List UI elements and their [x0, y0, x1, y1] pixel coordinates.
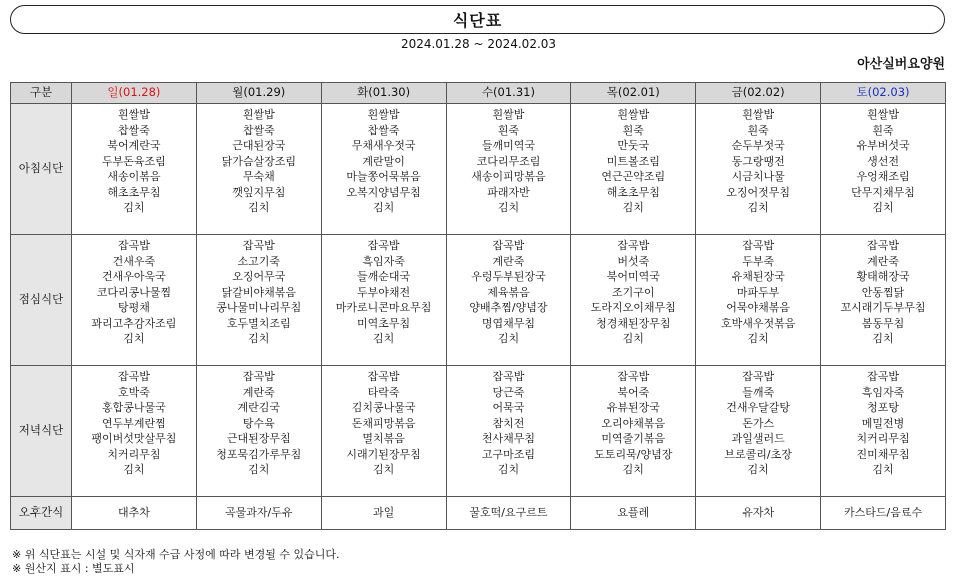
header-day-sunday: 일(01.28) — [72, 83, 197, 104]
menu-cell — [72, 366, 197, 497]
menu-item: 흰쌀밥 — [367, 108, 400, 121]
menu-item: 해초초무침 — [606, 185, 660, 199]
menu-item: 흰쌀밥 — [117, 108, 150, 121]
menu-item: 김치 — [123, 463, 145, 476]
header-day-saturday: 토(02.03) — [821, 83, 946, 104]
menu-item: 건새우달갈탕 — [726, 401, 791, 414]
menu-item: 참치전 — [492, 416, 525, 430]
menu-item: 잡곡밥 — [242, 239, 275, 252]
menu-item: 당근죽 — [492, 385, 525, 399]
menu-item: 순두부젓국 — [731, 139, 785, 152]
menu-item: 깻잎지무침 — [232, 185, 286, 199]
menu-item: 잡곡밥 — [367, 239, 400, 252]
menu-item: 김치 — [872, 201, 894, 214]
menu-item: 김치 — [248, 201, 270, 214]
notes — [12, 548, 339, 576]
menu-item: 호박새우젓볶음 — [720, 316, 796, 330]
note-line: ※ 위 식단표는 시설 및 식자재 수급 사정에 따라 변경될 수 있습니다. — [12, 548, 340, 561]
menu-item: 유부버섯국 — [856, 139, 910, 152]
menu-item: 김치 — [622, 463, 644, 476]
menu-item: 버섯죽 — [617, 254, 650, 268]
menu-item: 유뷰된장국 — [606, 401, 660, 414]
menu-item: 무채새우젓국 — [351, 139, 416, 152]
menu-item: 동그랑땡전 — [731, 154, 785, 168]
menu-item: 김치 — [248, 332, 270, 345]
menu-item: 도라지오이채무침 — [590, 301, 676, 314]
menu-item: 멸치볶음 — [362, 432, 405, 445]
menu-item: 잡곡밥 — [492, 239, 525, 252]
menu-item: 오리야채볶음 — [601, 416, 666, 430]
menu-item: 어묵국 — [492, 401, 525, 414]
menu-item: 코다리무조림 — [476, 154, 541, 168]
menu-cell — [321, 235, 446, 366]
menu-item: 잡곡밥 — [617, 239, 650, 252]
menu-cell — [446, 104, 571, 235]
menu-item: 홍합콩나물국 — [102, 401, 166, 414]
menu-item: 청포묵김가루무침 — [216, 447, 302, 461]
facility-name: 아산실버요양원 — [857, 57, 945, 72]
menu-item: 연근곤약조림 — [601, 170, 666, 183]
menu-item: 근대된장무침 — [226, 432, 291, 445]
row-label-breakfast: 아침식단 — [11, 104, 72, 235]
menu-item: 계란말이 — [362, 154, 405, 168]
menu-item: 단무지채무침 — [851, 185, 915, 199]
menu-cell — [196, 366, 321, 497]
menu-item: 어묵야채볶음 — [726, 301, 791, 314]
menu-item: 김치 — [123, 332, 145, 345]
menu-item: 흰쌀밥 — [492, 108, 525, 121]
snack-cell: 카스타드/음료수 — [821, 497, 946, 530]
meal-row-lunch — [11, 235, 946, 366]
menu-cell — [321, 104, 446, 235]
snack-cell: 대추차 — [72, 497, 197, 530]
menu-item: 새송이피망볶음 — [471, 170, 546, 183]
snack-row — [11, 497, 946, 530]
menu-item: 꼬시래기두부무침 — [840, 301, 926, 314]
menu-item: 만둣국 — [617, 139, 650, 152]
menu-item: 김치콩나물국 — [351, 401, 416, 414]
snack-cell: 꿀호떡/요구르트 — [446, 497, 571, 530]
menu-item: 소고기죽 — [237, 254, 281, 268]
menu-item: 건새우죽 — [112, 254, 156, 268]
menu-cell — [446, 366, 571, 497]
menu-item: 찹쌀죽 — [117, 123, 150, 137]
menu-item: 탕평채 — [117, 301, 150, 314]
menu-cell — [821, 104, 946, 235]
menu-item: 김치 — [123, 201, 145, 214]
menu-item: 김치 — [372, 332, 395, 345]
header-gubun: 구분 — [11, 83, 72, 104]
menu-item: 잡곡밥 — [242, 370, 275, 383]
snack-cell: 요플레 — [571, 497, 696, 530]
menu-item: 김치 — [747, 201, 769, 214]
menu-item: 흑임자죽 — [861, 385, 905, 399]
menu-item: 호박죽 — [117, 385, 150, 399]
menu-item: 조기구이 — [612, 285, 655, 299]
menu-item: 건새우아욱국 — [102, 270, 166, 283]
menu-item: 북어계란국 — [107, 139, 161, 152]
menu-item: 김치 — [747, 332, 769, 345]
header-row — [11, 83, 946, 104]
menu-item: 잡곡밥 — [867, 239, 899, 252]
menu-item: 새송이볶음 — [107, 170, 161, 183]
menu-item: 과일샐러드 — [731, 432, 785, 445]
menu-item: 흰죽 — [872, 123, 894, 137]
header-day-thursday: 목(02.01) — [571, 83, 696, 104]
menu-item: 김치 — [622, 201, 644, 214]
menu-cell — [446, 235, 571, 366]
menu-item: 들깨미역국 — [481, 139, 536, 152]
menu-item: 도토리묵/양념장 — [594, 447, 673, 461]
menu-item: 흰쌀밥 — [242, 108, 275, 121]
menu-item: 브로콜리/초장 — [724, 447, 792, 461]
menu-item: 청포탕 — [867, 401, 899, 414]
menu-item: 흰죽 — [747, 123, 769, 137]
menu-item: 코다리콩나물찜 — [96, 285, 172, 299]
menu-item: 북어미역국 — [606, 270, 660, 283]
menu-item: 흰죽 — [622, 123, 644, 137]
menu-item: 우엉채조림 — [856, 170, 910, 183]
menu-item: 두부죽 — [742, 254, 775, 268]
menu-item: 오징어무국 — [232, 270, 286, 283]
menu-item: 우렁두부된장국 — [471, 270, 546, 283]
menu-item: 천사채무침 — [481, 432, 536, 445]
menu-item: 치커리무침 — [107, 447, 161, 461]
menu-cell — [72, 104, 197, 235]
menu-item: 잡곡밥 — [117, 370, 150, 383]
menu-item: 청경채된장무침 — [596, 316, 671, 330]
menu-item: 두부야채전 — [357, 285, 411, 299]
header-day-tuesday: 화(01.30) — [321, 83, 446, 104]
menu-item: 파래자반 — [487, 185, 530, 199]
menu-item: 고구마조림 — [481, 447, 536, 461]
menu-item: 잡곡밥 — [492, 370, 525, 383]
header-day-wednesday: 수(01.31) — [446, 83, 571, 104]
menu-item: 닭갈비야채볶음 — [221, 285, 296, 299]
menu-cell — [571, 104, 696, 235]
menu-item: 양배추찜/양념장 — [469, 301, 548, 314]
menu-item: 팽이버섯맛살무침 — [91, 432, 177, 445]
meal-row-breakfast — [11, 104, 946, 235]
menu-item: 닭가슴살장조림 — [221, 154, 296, 168]
menu-item: 잡곡밥 — [367, 370, 400, 383]
menu-item: 돈채피망볶음 — [351, 416, 416, 430]
snack-cell: 곡물과자/두유 — [196, 497, 321, 530]
menu-item: 시래기된장무침 — [346, 447, 421, 461]
menu-item: 김치 — [497, 201, 520, 214]
row-label-snack: 오후간식 — [11, 497, 72, 530]
menu-cell — [72, 235, 197, 366]
menu-item: 흰죽 — [497, 123, 520, 137]
menu-item: 김치 — [872, 332, 894, 345]
header-day-friday: 금(02.02) — [696, 83, 821, 104]
menu-item: 시금치나물 — [731, 170, 785, 183]
menu-item: 마파두부 — [736, 285, 780, 299]
menu-item: 계란죽 — [867, 254, 899, 268]
menu-cell — [196, 104, 321, 235]
menu-cell — [571, 366, 696, 497]
snack-cell: 과일 — [321, 497, 446, 530]
menu-item: 미트볼조림 — [606, 154, 660, 168]
menu-item: 계란죽 — [492, 254, 525, 268]
menu-item: 흑임자죽 — [362, 254, 405, 268]
menu-item: 잡곡밥 — [742, 239, 775, 252]
menu-item: 치커리무침 — [856, 432, 910, 445]
menu-item: 명엽채무침 — [481, 316, 536, 330]
row-label-dinner: 저녁식단 — [11, 366, 72, 497]
menu-item: 김치 — [497, 463, 520, 476]
menu-item: 오복지양념무침 — [346, 185, 421, 199]
menu-item: 흰쌀밥 — [617, 108, 650, 121]
menu-item: 진미채무침 — [856, 447, 910, 461]
menu-item: 김치 — [872, 463, 894, 476]
menu-item: 김치 — [497, 332, 520, 345]
menu-cell — [196, 235, 321, 366]
menu-item: 잡곡밥 — [742, 370, 775, 383]
menu-item: 타락죽 — [367, 385, 400, 399]
menu-item: 제육볶음 — [487, 285, 530, 299]
menu-item: 연두부계란찜 — [102, 416, 166, 430]
menu-cell — [571, 235, 696, 366]
menu-item: 흰쌀밥 — [867, 108, 899, 121]
menu-item: 무숙채 — [242, 170, 275, 183]
menu-item: 계란김국 — [237, 401, 281, 414]
menu-item: 돈가스 — [742, 416, 775, 430]
row-label-lunch: 점심식단 — [11, 235, 72, 366]
menu-item: 들깨죽 — [742, 385, 775, 399]
menu-cell — [821, 366, 946, 497]
menu-item: 근대된장국 — [232, 139, 286, 152]
menu-item: 흰쌀밥 — [742, 108, 775, 121]
menu-item: 김치 — [248, 463, 270, 476]
menu-item: 찹쌀죽 — [367, 123, 400, 137]
menu-item: 잡곡밥 — [617, 370, 650, 383]
menu-item: 콩나물미나리무침 — [216, 301, 302, 314]
menu-item: 두부돈육조림 — [102, 154, 166, 168]
menu-item: 잡곡밥 — [117, 239, 150, 252]
menu-item: 김치 — [372, 463, 395, 476]
menu-item: 북어죽 — [617, 385, 650, 399]
menu-table — [10, 82, 946, 530]
menu-item: 김치 — [372, 201, 395, 214]
menu-item: 마카로니콘마요무침 — [335, 301, 432, 314]
menu-item: 잡곡밥 — [867, 370, 899, 383]
header-day-monday: 월(01.29) — [196, 83, 321, 104]
menu-item: 탕수육 — [242, 416, 275, 430]
menu-item: 미역초무침 — [357, 316, 411, 330]
menu-item: 김치 — [622, 332, 644, 345]
menu-item: 봄동무침 — [861, 316, 905, 330]
note-line: ※ 원산지 표시 : 별도표시 — [12, 562, 135, 575]
menu-item: 황태해장국 — [856, 270, 910, 283]
menu-item: 오징어젓무침 — [726, 185, 791, 199]
menu-item: 유채된장국 — [731, 270, 785, 283]
menu-item: 들깨순대국 — [357, 270, 411, 283]
menu-cell — [696, 366, 821, 497]
date-range: 2024.01.28 ~ 2024.02.03 — [400, 37, 557, 51]
menu-item: 계란죽 — [242, 385, 275, 399]
menu-cell — [696, 104, 821, 235]
menu-cell — [821, 235, 946, 366]
page-title: 식단표 — [10, 5, 945, 34]
menu-item: 생선전 — [867, 154, 899, 168]
menu-cell — [696, 235, 821, 366]
menu-item: 찹쌀죽 — [242, 123, 275, 137]
menu-item: 김치 — [747, 463, 769, 476]
menu-item: 꽈리고추감자조림 — [91, 316, 177, 330]
snack-cell: 유자차 — [696, 497, 821, 530]
menu-item: 해초초무침 — [107, 185, 161, 199]
meal-row-dinner — [11, 366, 946, 497]
menu-cell — [321, 366, 446, 497]
menu-item: 안동찜닭 — [861, 285, 905, 299]
menu-item: 미역줄기볶음 — [601, 432, 666, 445]
menu-item: 호두멸치조림 — [226, 316, 291, 330]
menu-item: 마늘쫑어묵볶음 — [346, 170, 421, 183]
menu-item: 메밀전병 — [861, 416, 905, 430]
